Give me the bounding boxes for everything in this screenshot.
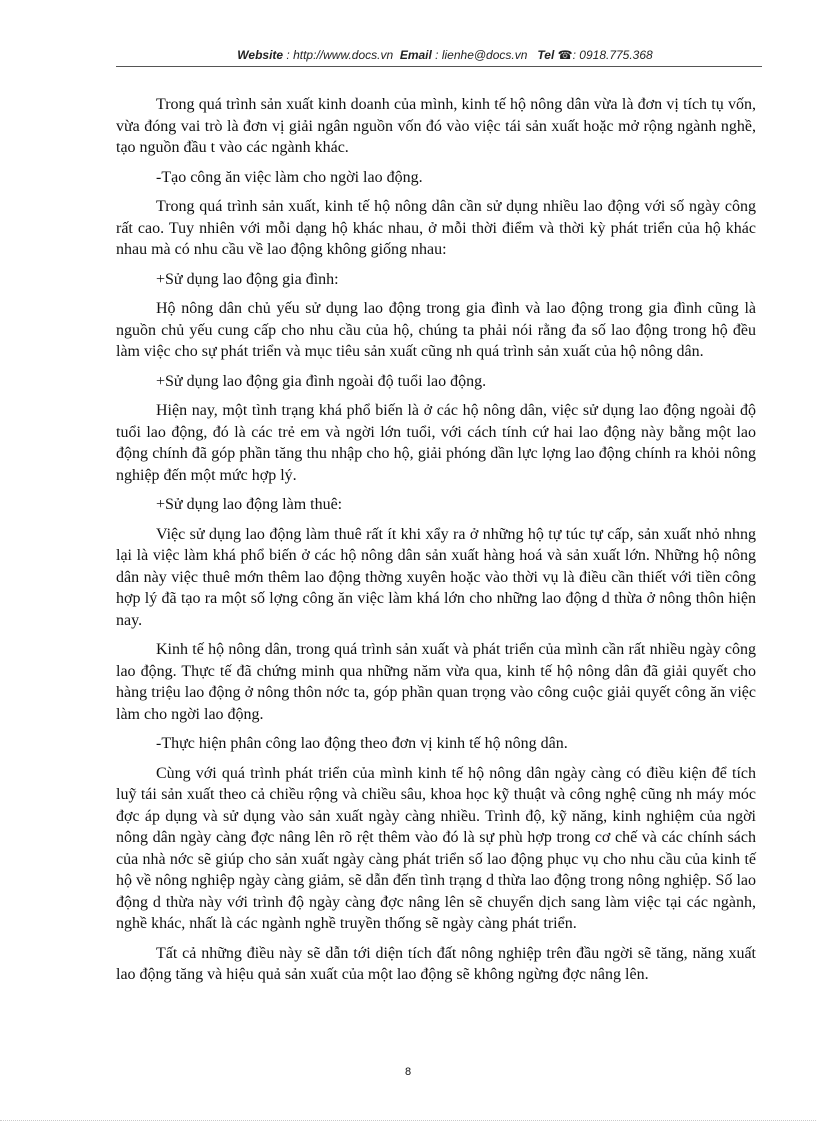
paragraph: Tất cả những điều này sẽ dẫn tới diện tích đất nông nghiệp trên đầu ngời sẽ tăng, năng xuất lao động tăng và hiệu quả sản xuất của một lao động sẽ không ngừng đợc nâng lên. <box>116 944 756 983</box>
paragraph: -Thực hiện phân công lao động theo đơn vị kinh tế hộ nông dân. <box>156 735 568 752</box>
page-number: 8 <box>404 1066 412 1078</box>
paragraph: Cùng với quá trình phát triển của mình kinh tế hộ nông dân ngày càng có điều kiện để tích luỹ tái sản xuất theo cả chiều rộng và chiều sâu, khoa học kỹ thuật và công nghệ cũng nh máy móc đợc áp dụng và sử dụng vào sản xuất ngày càng nhiều. Trình độ, kỹ năng, kinh nghiệm của ngời nông dân ngày càng đợc nâng lên rõ rệt thêm vào đó là sự phù hợp trong cơ chế và các chính sách của nhà nớc sẽ giúp cho sản xuất ngày càng phát triển số lao động phục vụ cho nhu cầu của kinh tế hộ về nông nghiệp ngày càng giảm, sẽ dẫn đến tình trạng d thừa lao động trong nông nghiệp. Số lao động d thừa này với trình độ ngày càng đợc nâng lên sẽ chuyển dịch sang làm việc tại các ngành, nghề khác, nhất là các ngành nghề truyền thống sẽ ngày càng phát triển. <box>116 764 756 932</box>
website-label: Website <box>237 48 284 62</box>
paragraph: -Tạo công ăn việc làm cho ngời lao động. <box>156 168 423 186</box>
tel-value: : 0918.775.368 <box>572 48 653 62</box>
phone-icon: ☎ <box>557 48 573 62</box>
page-header <box>135 48 755 62</box>
paragraph: Hiện nay, một tình trạng khá phổ biến là ở các hộ nông dân, việc sử dụng lao động ngoài độ tuổi lao động, đó là các trẻ em và ngời lớn tuổi, với cách tính cứ hai lao động này bằng một lao động chính đã góp phần tăng thu nhập cho hộ, giải phóng dần lực lợng lao động chính ra khỏi nông nghiệp đến một mức hợp lý. <box>116 402 756 484</box>
email-label: Email <box>399 48 432 62</box>
email-value: : lienhe@docs.vn <box>435 48 528 62</box>
website-value: : http://www.docs.vn <box>286 48 394 62</box>
document-body <box>116 94 756 990</box>
paragraph: Hộ nông dân chủ yếu sử dụng lao động trong gia đình và lao động trong gia đình cũng là nguồn chủ yếu cung cấp cho nhu cầu của hộ, chúng ta phải nói rằng đa số lao động trong hộ đều làm việc cho sự phát triển và mục tiêu sản xuất cũng nh quá trình sản xuất của hộ nông dân. <box>116 300 756 360</box>
paragraph: Việc sử dụng lao động làm thuê rất ít khi xẩy ra ở những hộ tự túc tự cấp, sản xuất nhỏ nhng lại là việc làm khá phổ biến ở các hộ nông dân sản xuất hàng hoá và sản xuất lớn. Những hộ nông dân này việc thuê mớn thêm lao động thờng xuyên hoặc vào thời vụ là điều cần thiết với tiền công hợp lý đã tạo ra một số lợng công ăn việc làm khá lớn cho những lao động d thừa ở nông thôn hiện nay. <box>116 525 756 629</box>
paragraph: +Sử dụng lao động gia đình ngoài độ tuổi lao động. <box>156 372 487 390</box>
paragraph: Kinh tế hộ nông dân, trong quá trình sản xuất và phát triển của mình cần rất nhiều ngày công lao động. Thực tế đã chứng minh qua những năm vừa qua, kinh tế hộ nông dân đã giải quyết cho hàng triệu lao động ở nông thôn nớc ta, góp phần quan trọng vào công cuộc giải quyết công ăn việc làm cho ngời lao động. <box>116 641 756 723</box>
footer-divider <box>0 1120 816 1121</box>
paragraph: +Sử dụng lao động làm thuê: <box>156 496 343 513</box>
paragraph: Trong quá trình sản xuất, kinh tế hộ nông dân cần sử dụng nhiều lao động với số ngày công rất cao. Tuy nhiên với mỗi dạng hộ khác nhau, ở mỗi thời điểm và thời kỳ phát triển của hộ khác nhau mà có nhu cầu về lao động không giống nhau: <box>116 198 756 258</box>
paragraph: Trong quá trình sản xuất kinh doanh của mình, kinh tế hộ nông dân vừa là đơn vị tích tụ vốn, vừa đóng vai trò là đơn vị giải ngân nguồn vốn đó vào việc tái sản xuất hoặc mở rộng ngành nghề, tạo nguồn đầu t vào các ngành khác. <box>116 96 756 156</box>
paragraph: +Sử dụng lao động gia đình: <box>156 270 339 288</box>
header-divider <box>116 66 762 67</box>
tel-label: Tel <box>537 48 555 62</box>
